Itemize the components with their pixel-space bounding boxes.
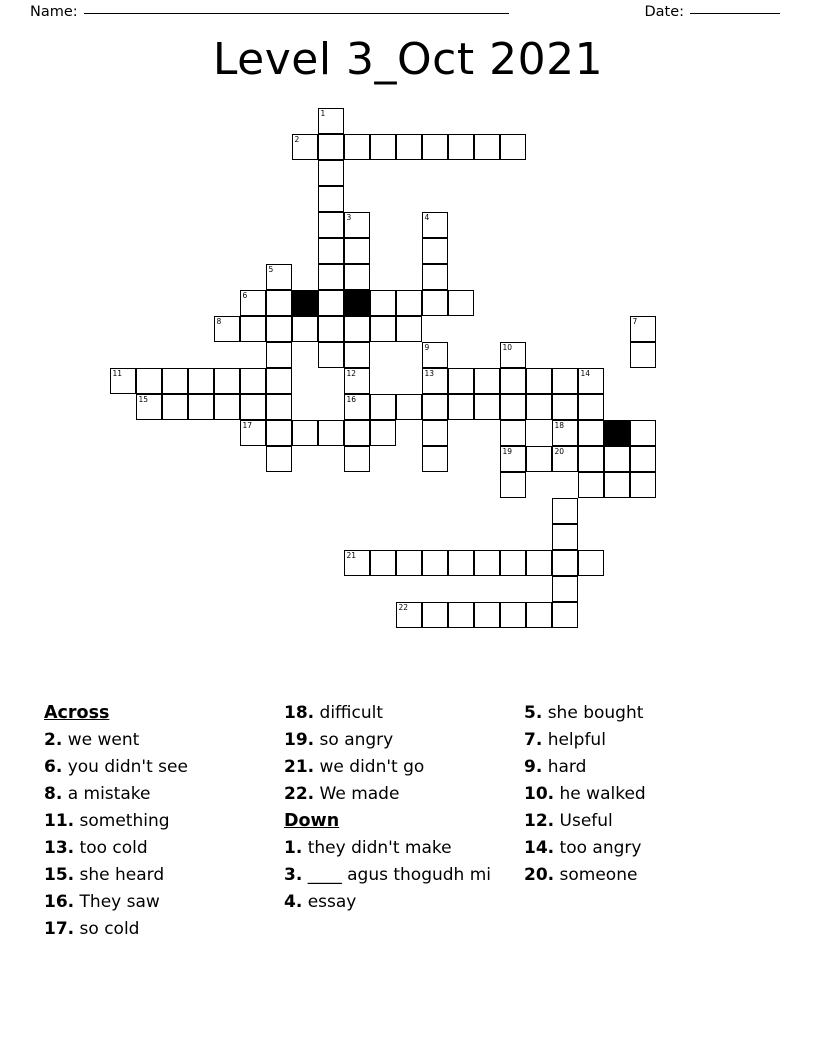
grid-cell[interactable] [578,394,604,420]
grid-cell[interactable] [422,368,448,394]
grid-cell[interactable] [422,290,448,316]
grid-cell[interactable] [318,342,344,368]
grid-cell[interactable] [552,550,578,576]
clue-number: 16. [44,892,75,912]
grid-cell[interactable] [318,212,344,238]
grid-cell[interactable] [526,394,552,420]
clue-number: 21. [284,757,315,777]
grid-cell[interactable] [552,368,578,394]
grid-cell[interactable] [240,290,266,316]
grid-cell[interactable] [526,446,552,472]
grid-cell[interactable] [266,394,292,420]
name-blank-line [84,13,509,14]
grid-cell-number: 6 [242,291,248,300]
grid-cell[interactable] [344,368,370,394]
grid-cell-number: 14 [580,369,591,378]
grid-cell[interactable] [552,524,578,550]
grid-cell[interactable] [448,290,474,316]
grid-cell-number: 9 [424,343,430,352]
clue-number: 4. [284,892,303,912]
grid-cell-number: 4 [424,213,430,222]
clue-item [524,727,754,754]
grid-cell[interactable] [370,420,396,446]
clue-item [284,889,524,916]
grid-cell[interactable] [266,368,292,394]
grid-block-cell [604,420,630,446]
grid-cell[interactable] [422,446,448,472]
clue-column-2 [284,700,524,943]
clue-item [524,700,754,727]
grid-cell[interactable] [448,550,474,576]
clue-item [284,727,524,754]
clue-item [44,808,284,835]
clue-text: Useful [559,811,613,831]
clue-number: 12. [524,811,555,831]
grid-cell[interactable] [318,186,344,212]
clue-number: 7. [524,730,543,750]
clue-text: so angry [319,730,394,750]
grid-cell[interactable] [630,420,656,446]
grid-cell[interactable] [162,394,188,420]
grid-cell[interactable] [526,550,552,576]
clue-item [44,889,284,916]
clue-item [284,700,524,727]
clue-text: so cold [79,919,140,939]
grid-cell[interactable] [474,602,500,628]
clue-number: 8. [44,784,63,804]
grid-cell[interactable] [188,394,214,420]
clue-text: too cold [79,838,148,858]
grid-cell[interactable] [422,394,448,420]
grid-cell[interactable] [630,446,656,472]
clue-text: a mistake [67,784,151,804]
grid-cell[interactable] [500,602,526,628]
grid-cell[interactable] [240,316,266,342]
grid-cell[interactable] [526,368,552,394]
grid-cell-number: 11 [112,369,123,378]
grid-cell[interactable] [448,394,474,420]
clue-item [524,808,754,835]
grid-cell[interactable] [344,134,370,160]
grid-cell[interactable] [318,264,344,290]
date-group [644,4,786,20]
grid-cell[interactable] [318,238,344,264]
grid-cell[interactable] [136,368,162,394]
grid-cell[interactable] [422,134,448,160]
clue-text: helpful [547,730,606,750]
grid-cell[interactable] [266,264,292,290]
grid-cell[interactable] [318,134,344,160]
page-title: Level 3_Oct 2021 [212,34,604,85]
grid-cell[interactable] [396,602,422,628]
clue-number: 10. [524,784,555,804]
grid-cell[interactable] [552,394,578,420]
grid-cell[interactable] [422,602,448,628]
clue-number: 18. [284,703,315,723]
grid-cell[interactable] [604,446,630,472]
grid-cell-number: 1 [320,109,326,118]
grid-cell-number: 21 [346,551,357,560]
grid-cell-number: 3 [346,213,352,222]
grid-cell[interactable] [318,316,344,342]
clue-text: we didn't go [319,757,425,777]
grid-cell[interactable] [500,420,526,446]
grid-cell-number: 17 [242,421,253,430]
grid-cell[interactable] [266,420,292,446]
grid-cell[interactable] [318,160,344,186]
grid-cell[interactable] [396,134,422,160]
clue-text: he walked [559,784,646,804]
grid-cell[interactable] [240,420,266,446]
clue-text: she bought [547,703,644,723]
grid-cell[interactable] [500,394,526,420]
grid-cell[interactable] [474,394,500,420]
clues-area [44,700,774,943]
grid-cell[interactable] [318,420,344,446]
grid-cell[interactable] [630,472,656,498]
grid-cell-number: 22 [398,603,409,612]
grid-cell[interactable] [500,342,526,368]
clue-number: 6. [44,757,63,777]
grid-cell[interactable] [240,394,266,420]
grid-cell[interactable] [214,368,240,394]
grid-cell[interactable] [604,472,630,498]
clue-item [524,754,754,781]
grid-cell[interactable] [396,394,422,420]
grid-cell[interactable] [266,446,292,472]
clue-text: you didn't see [67,757,188,777]
grid-cell[interactable] [500,472,526,498]
clue-item [44,781,284,808]
grid-cell[interactable] [292,134,318,160]
clue-number: 19. [284,730,315,750]
clue-item [284,781,524,808]
grid-cell[interactable] [500,446,526,472]
grid-cell-number: 12 [346,369,357,378]
grid-cell[interactable] [344,264,370,290]
clue-text: hard [547,757,587,777]
grid-cell-number: 2 [294,135,300,144]
grid-cell[interactable] [422,342,448,368]
grid-cell[interactable] [370,394,396,420]
clue-number: 11. [44,811,75,831]
across-heading: Across [44,703,110,723]
clue-item [44,862,284,889]
grid-cell[interactable] [370,316,396,342]
grid-cell-number: 7 [632,317,638,326]
name-label: Name: [30,4,78,20]
grid-cell[interactable] [578,446,604,472]
grid-cell[interactable] [630,342,656,368]
clue-item [44,754,284,781]
clue-item [524,835,754,862]
grid-cell[interactable] [292,316,318,342]
grid-cell-number: 15 [138,395,149,404]
clue-number: 5. [524,703,543,723]
clue-number: 9. [524,757,543,777]
grid-cell[interactable] [396,290,422,316]
grid-cell[interactable] [344,550,370,576]
grid-cell[interactable] [552,420,578,446]
clue-item [284,835,524,862]
clue-item [44,727,284,754]
name-date-line [30,4,786,20]
grid-cell[interactable] [630,316,656,342]
grid-cell[interactable] [422,212,448,238]
grid-cell[interactable] [318,290,344,316]
grid-cell[interactable] [448,134,474,160]
clue-text: They saw [79,892,160,912]
grid-cell[interactable] [292,420,318,446]
clue-text: someone [559,865,638,885]
date-blank-line [690,13,780,14]
grid-cell[interactable] [344,316,370,342]
clue-item [44,835,284,862]
grid-cell[interactable] [344,238,370,264]
clue-item [44,916,284,943]
grid-cell[interactable] [370,134,396,160]
grid-cell[interactable] [396,550,422,576]
clue-text: they didn't make [307,838,452,858]
grid-block-cell [344,290,370,316]
grid-cell[interactable] [136,394,162,420]
grid-cell-number: 19 [502,447,513,456]
grid-cell[interactable] [526,602,552,628]
grid-cell-number: 10 [502,343,513,352]
grid-cell[interactable] [370,550,396,576]
grid-cell[interactable] [552,602,578,628]
grid-cell[interactable] [474,550,500,576]
clue-text: something [79,811,170,831]
clue-number: 14. [524,838,555,858]
grid-cell[interactable] [448,368,474,394]
clue-number: 2. [44,730,63,750]
grid-cell-number: 18 [554,421,565,430]
grid-cell[interactable] [266,316,292,342]
grid-cell[interactable] [214,316,240,342]
clue-text: difficult [319,703,383,723]
clue-number: 22. [284,784,315,804]
clue-text: we went [67,730,140,750]
clue-text: ____ agus thogudh mi [307,865,492,885]
grid-cell[interactable] [500,368,526,394]
clue-text: essay [307,892,357,912]
clue-text: We made [319,784,400,804]
clue-column-1 [44,700,284,943]
clue-item [524,862,754,889]
grid-cell[interactable] [266,290,292,316]
grid-cell[interactable] [396,316,422,342]
crossword-grid[interactable] [0,104,816,704]
grid-cell[interactable] [318,108,344,134]
clue-number: 1. [284,838,303,858]
grid-cell[interactable] [344,342,370,368]
clue-text: she heard [79,865,165,885]
grid-cell-number: 5 [268,265,274,274]
grid-block-cell [292,290,318,316]
clue-number: 13. [44,838,75,858]
grid-cell[interactable] [344,394,370,420]
down-heading: Down [284,811,340,831]
grid-cell[interactable] [422,420,448,446]
grid-cell[interactable] [578,420,604,446]
grid-cell-number: 20 [554,447,565,456]
grid-cell[interactable] [188,368,214,394]
grid-cell[interactable] [552,498,578,524]
clue-number: 17. [44,919,75,939]
grid-cell[interactable] [474,134,500,160]
grid-cell[interactable] [214,394,240,420]
grid-cell[interactable] [162,368,188,394]
clue-item [284,754,524,781]
grid-cell[interactable] [344,420,370,446]
clue-number: 3. [284,865,303,885]
clue-text: too angry [559,838,642,858]
grid-cell[interactable] [240,368,266,394]
grid-cell-number: 13 [424,369,435,378]
grid-cell[interactable] [552,446,578,472]
grid-cell[interactable] [266,342,292,368]
clue-item [524,781,754,808]
grid-cell[interactable] [422,550,448,576]
grid-cell[interactable] [500,134,526,160]
date-label: Date: [644,4,684,20]
clue-number: 20. [524,865,555,885]
clue-column-3 [524,700,754,943]
grid-cell-number: 8 [216,317,222,326]
grid-cell[interactable] [422,264,448,290]
grid-cell[interactable] [422,238,448,264]
grid-cell[interactable] [448,602,474,628]
grid-cell[interactable] [578,368,604,394]
grid-cell[interactable] [578,472,604,498]
grid-cell[interactable] [500,550,526,576]
grid-cell[interactable] [474,368,500,394]
grid-cell[interactable] [578,550,604,576]
clue-number: 15. [44,865,75,885]
grid-cell[interactable] [344,446,370,472]
clue-item [284,862,524,889]
grid-cell-number: 16 [346,395,357,404]
grid-cell[interactable] [370,290,396,316]
grid-cell[interactable] [344,212,370,238]
grid-cell[interactable] [552,576,578,602]
grid-cell[interactable] [110,368,136,394]
